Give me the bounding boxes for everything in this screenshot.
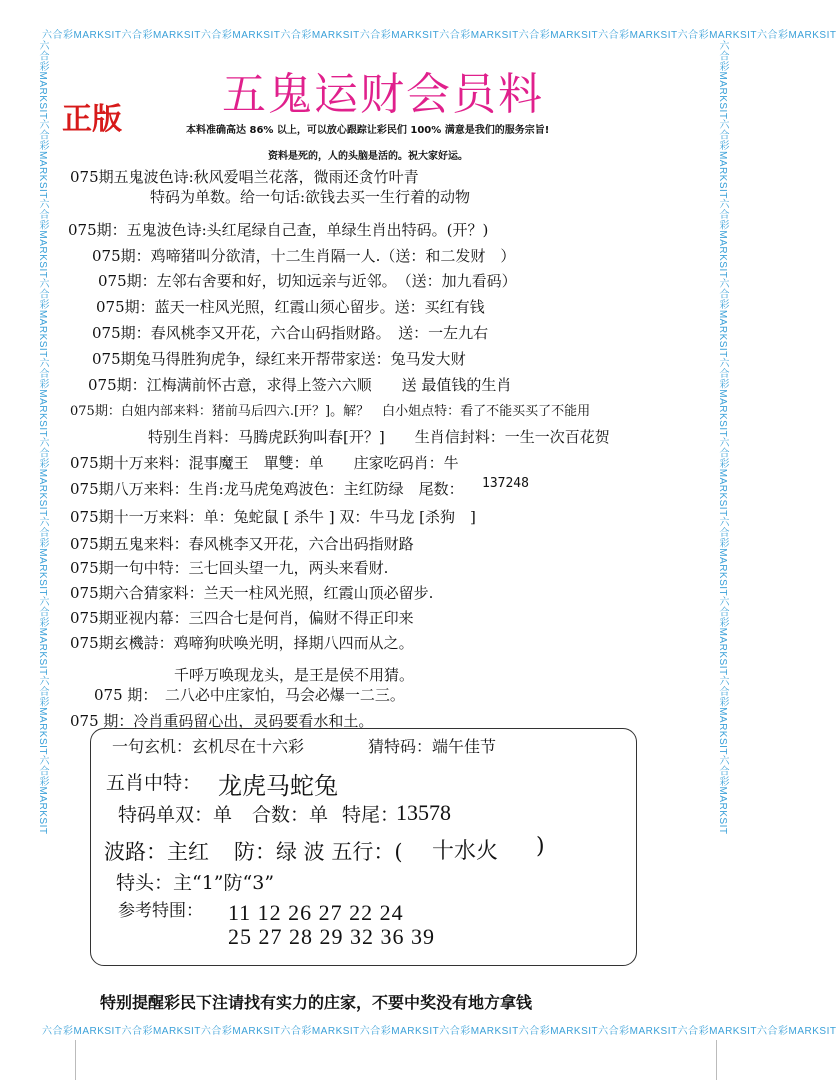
content-line-19: 075期玄機詩：鸡啼狗吠唤光明，择期八四而从之。 (70, 634, 414, 652)
box-elements-value: 十水火 (432, 839, 499, 864)
content-line-1: 075期五鬼波色诗:秋风爱唱兰花落，微雨还贪竹叶青 (70, 168, 419, 186)
content-line-22: 075 期：冷肖重码留心出，灵码要看水和土。 (70, 712, 374, 730)
box-reference-numbers-1: 11 12 26 27 22 24 (228, 900, 404, 925)
content-line-4: 075期：鸡啼猪叫分欲清，十二生肖隔一人.（送：和二发财 ） (92, 247, 516, 265)
content-line-18: 075期亚视内幕：三四合七是何肖，偏财不得正印来 (70, 609, 414, 627)
box-reference-label: 参考特围： (118, 901, 203, 921)
box-five-zodiac-value: 龙虎马蛇兔 (218, 772, 338, 800)
content-line-15: 075期五鬼来料：春风桃李又开花，六合出码指财路 (70, 535, 414, 553)
accuracy-note: 本料准确高达 86% 以上，可以放心跟踪让彩民们 100% 满意是我们的服务宗旨! (186, 125, 550, 136)
box-tail-label: 特尾： (342, 804, 400, 826)
box-head-line: 特头：主“1”防“3” (116, 872, 275, 894)
frame-left-line (75, 1040, 76, 1080)
genuine-badge: 正版 (62, 102, 122, 137)
content-line-8: 075期兔马得胜狗虎争，绿红来开帮带家送：兔马发大财 (92, 350, 466, 368)
watermark-bottom: 六合彩MARKSIT六合彩MARKSIT六合彩MARKSIT六合彩MARKSIT六合彩MARKSIT六合彩MARKSIT六合彩MARKSIT六合彩MARKSIT六合彩MARKSIT六合彩MARKSIT (42, 1026, 836, 1037)
content-line-11: 特别生肖料：马腾虎跃狗叫春[开？] 生肖信封料：一生一次百花贺 (148, 428, 610, 446)
content-line-9: 075期：江梅满前怀古意，求得上签六六顺 送 最值钱的生肖 (88, 376, 512, 394)
good-luck-note: 资料是死的，人的头脑是活的。祝大家好运。 (268, 151, 468, 162)
box-tail-value: 13578 (396, 800, 451, 825)
watermark-left: 六合彩MARKSIT六合彩MARKSIT六合彩MARKSIT六合彩MARKSIT六合彩MARKSIT六合彩MARKSIT六合彩MARKSIT六合彩MARKSIT六合彩MARKSIT六合彩MARKSIT (37, 40, 48, 835)
box-elements-close: ) (536, 834, 545, 859)
tail-number-code: 137248 (482, 476, 529, 491)
box-mystery-line: 一句玄机：玄机尽在十六彩 (112, 737, 305, 756)
content-line-21: 075 期： 二八必中庄家怕，马会必爆一二三。 (94, 686, 405, 704)
content-line-16: 075期一句中特：三七回头望一九，两头来看财. (70, 559, 389, 577)
footer-reminder: 特别提醒彩民下注请找有实力的庄家，不要中奖没有地方拿钱 (100, 993, 533, 1012)
frame-right-line (716, 1040, 717, 1080)
content-line-3: 075期：五鬼波色诗:头红尾绿自己查，单绿生肖出特码。(开？) (68, 221, 489, 239)
box-odd-even: 特码单双：单 (118, 804, 233, 826)
content-line-12: 075期十万来料：混事魔王 單雙：单 庄家吃码肖：牛 (70, 454, 459, 472)
box-wave-guard: 防：绿 波 五行：( (234, 840, 403, 864)
box-sum: 合数：单 (252, 804, 329, 826)
content-line-20: 千呼万唤现龙头，是王是侯不用猜。 (174, 666, 415, 684)
watermark-right: 六合彩MARKSIT六合彩MARKSIT六合彩MARKSIT六合彩MARKSIT六合彩MARKSIT六合彩MARKSIT六合彩MARKSIT六合彩MARKSIT六合彩MARKSIT六合彩MARKSIT (717, 40, 728, 835)
content-line-7: 075期：春风桃李又开花，六合山码指财路。 送：一左九右 (92, 324, 489, 342)
box-five-zodiac-label: 五肖中特： (106, 772, 202, 794)
box-reference-numbers-2: 25 27 28 29 32 36 39 (228, 924, 435, 949)
page-title: 五鬼运财会员料 (222, 69, 544, 120)
content-line-17: 075期六合猜家料：兰天一柱风光照，红霞山顶必留步. (70, 584, 434, 602)
content-line-2: 特码为单数。给一句话:欲钱去买一生行着的动物 (150, 188, 471, 206)
watermark-top: 六合彩MARKSIT六合彩MARKSIT六合彩MARKSIT六合彩MARKSIT六合彩MARKSIT六合彩MARKSIT六合彩MARKSIT六合彩MARKSIT六合彩MARKSIT六合彩MARKSIT (42, 30, 836, 41)
box-wave-main: 波路：主红 (104, 840, 209, 864)
content-line-14: 075期十一万来料：单：兔蛇鼠 [ 杀牛 ] 双：牛马龙 [杀狗 ] (70, 508, 476, 526)
box-guess-line: 猜特码：端午佳节 (368, 737, 497, 756)
content-line-13: 075期八万来料：生肖:龙马虎兔鸡波色：主红防绿 尾数： (70, 480, 464, 498)
content-line-5: 075期：左邻右舍要和好，切知远亲与近邻。 （送：加九看码） (98, 272, 517, 290)
content-line-6: 075期：蓝天一柱风光照，红霞山须心留步。送：买红有钱 (96, 298, 485, 316)
content-line-10: 075期：白姐内部来料：猪前马后四六.[开？]。解？ 白小姐点特：看了不能买买了不能用 (70, 404, 591, 419)
